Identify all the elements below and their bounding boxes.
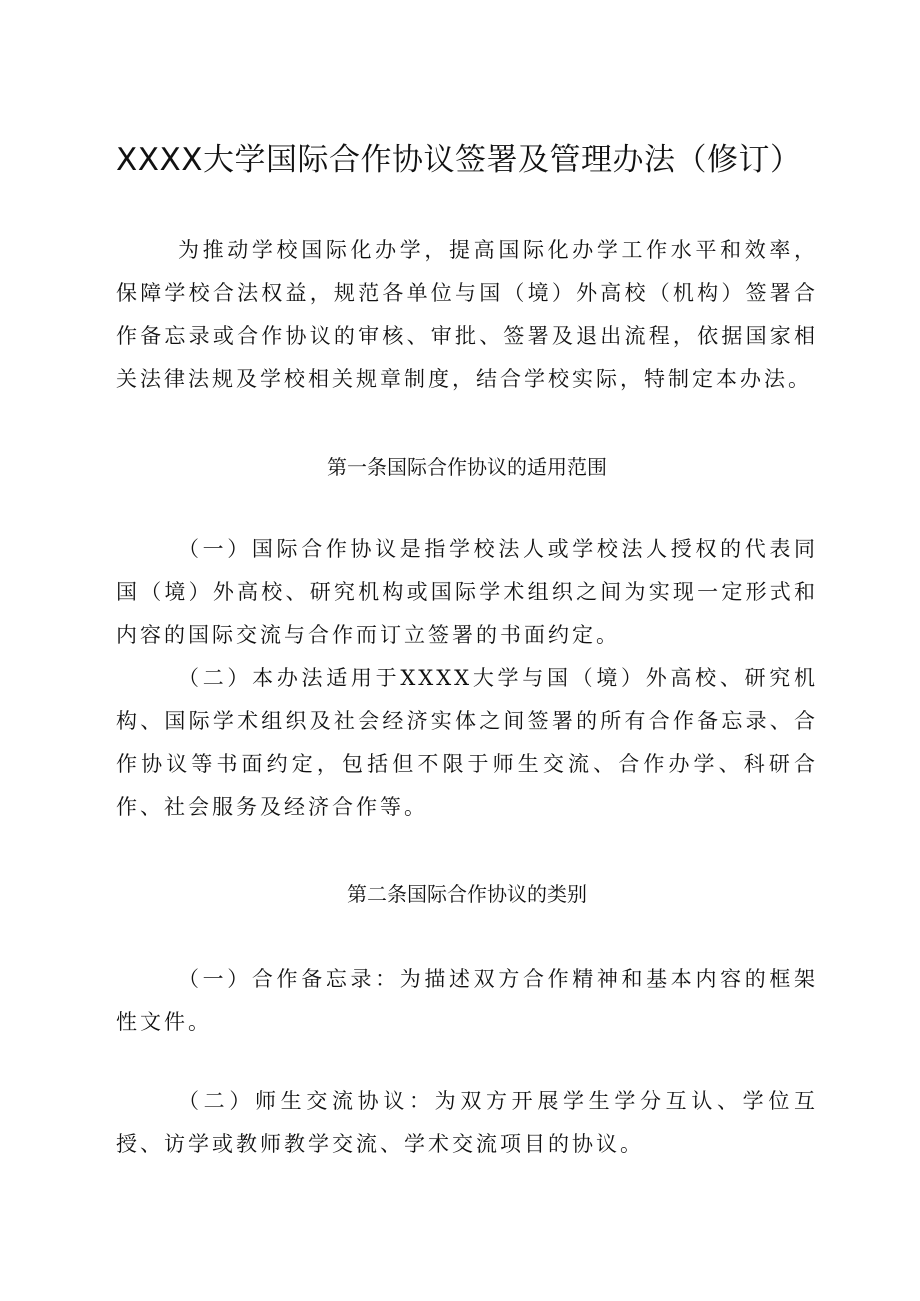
article-1-clause-1: （一）国际合作协议是指学校法人或学校法人授权的代表同国（境）外高校、研究机构或国际学术组织之间为实现一定形式和内容的国际交流与合作而订立签署的书面约定。 — [116, 537, 818, 647]
article-2-clause-1: （一）合作备忘录：为描述双方合作精神和基本内容的框架性文件。 — [116, 967, 818, 1034]
article-2-heading: 第二条国际合作协议的类别 — [347, 882, 587, 906]
preamble-paragraph: 为推动学校国际化办学，提高国际化办学工作水平和效率，保障学校合法权益，规范各单位与国（境）外高校（机构）签署合作备忘录或合作协议的审核、审批、签署及退出流程，依据国家相关法律法规及学校相关规章制度，结合学校实际，特制定本办法。 — [116, 238, 818, 391]
article-1-heading: 第一条国际合作协议的适用范围 — [327, 455, 607, 479]
article-2-clause-2: （二）师生交流协议：为双方开展学生学分互认、学位互授、访学或教师教学交流、学术交流项目的协议。 — [116, 1089, 818, 1156]
article-1-clause-2: （二）本办法适用于XXXX大学与国（境）外高校、研究机构、国际学术组织及社会经济实体之间签署的所有合作备忘录、合作协议等书面约定，包括但不限于师生交流、合作办学、科研合作、社会服务及经济合作等。 — [116, 666, 818, 819]
document-title: XXXX大学国际合作协议签署及管理办法（修订） — [116, 142, 802, 178]
